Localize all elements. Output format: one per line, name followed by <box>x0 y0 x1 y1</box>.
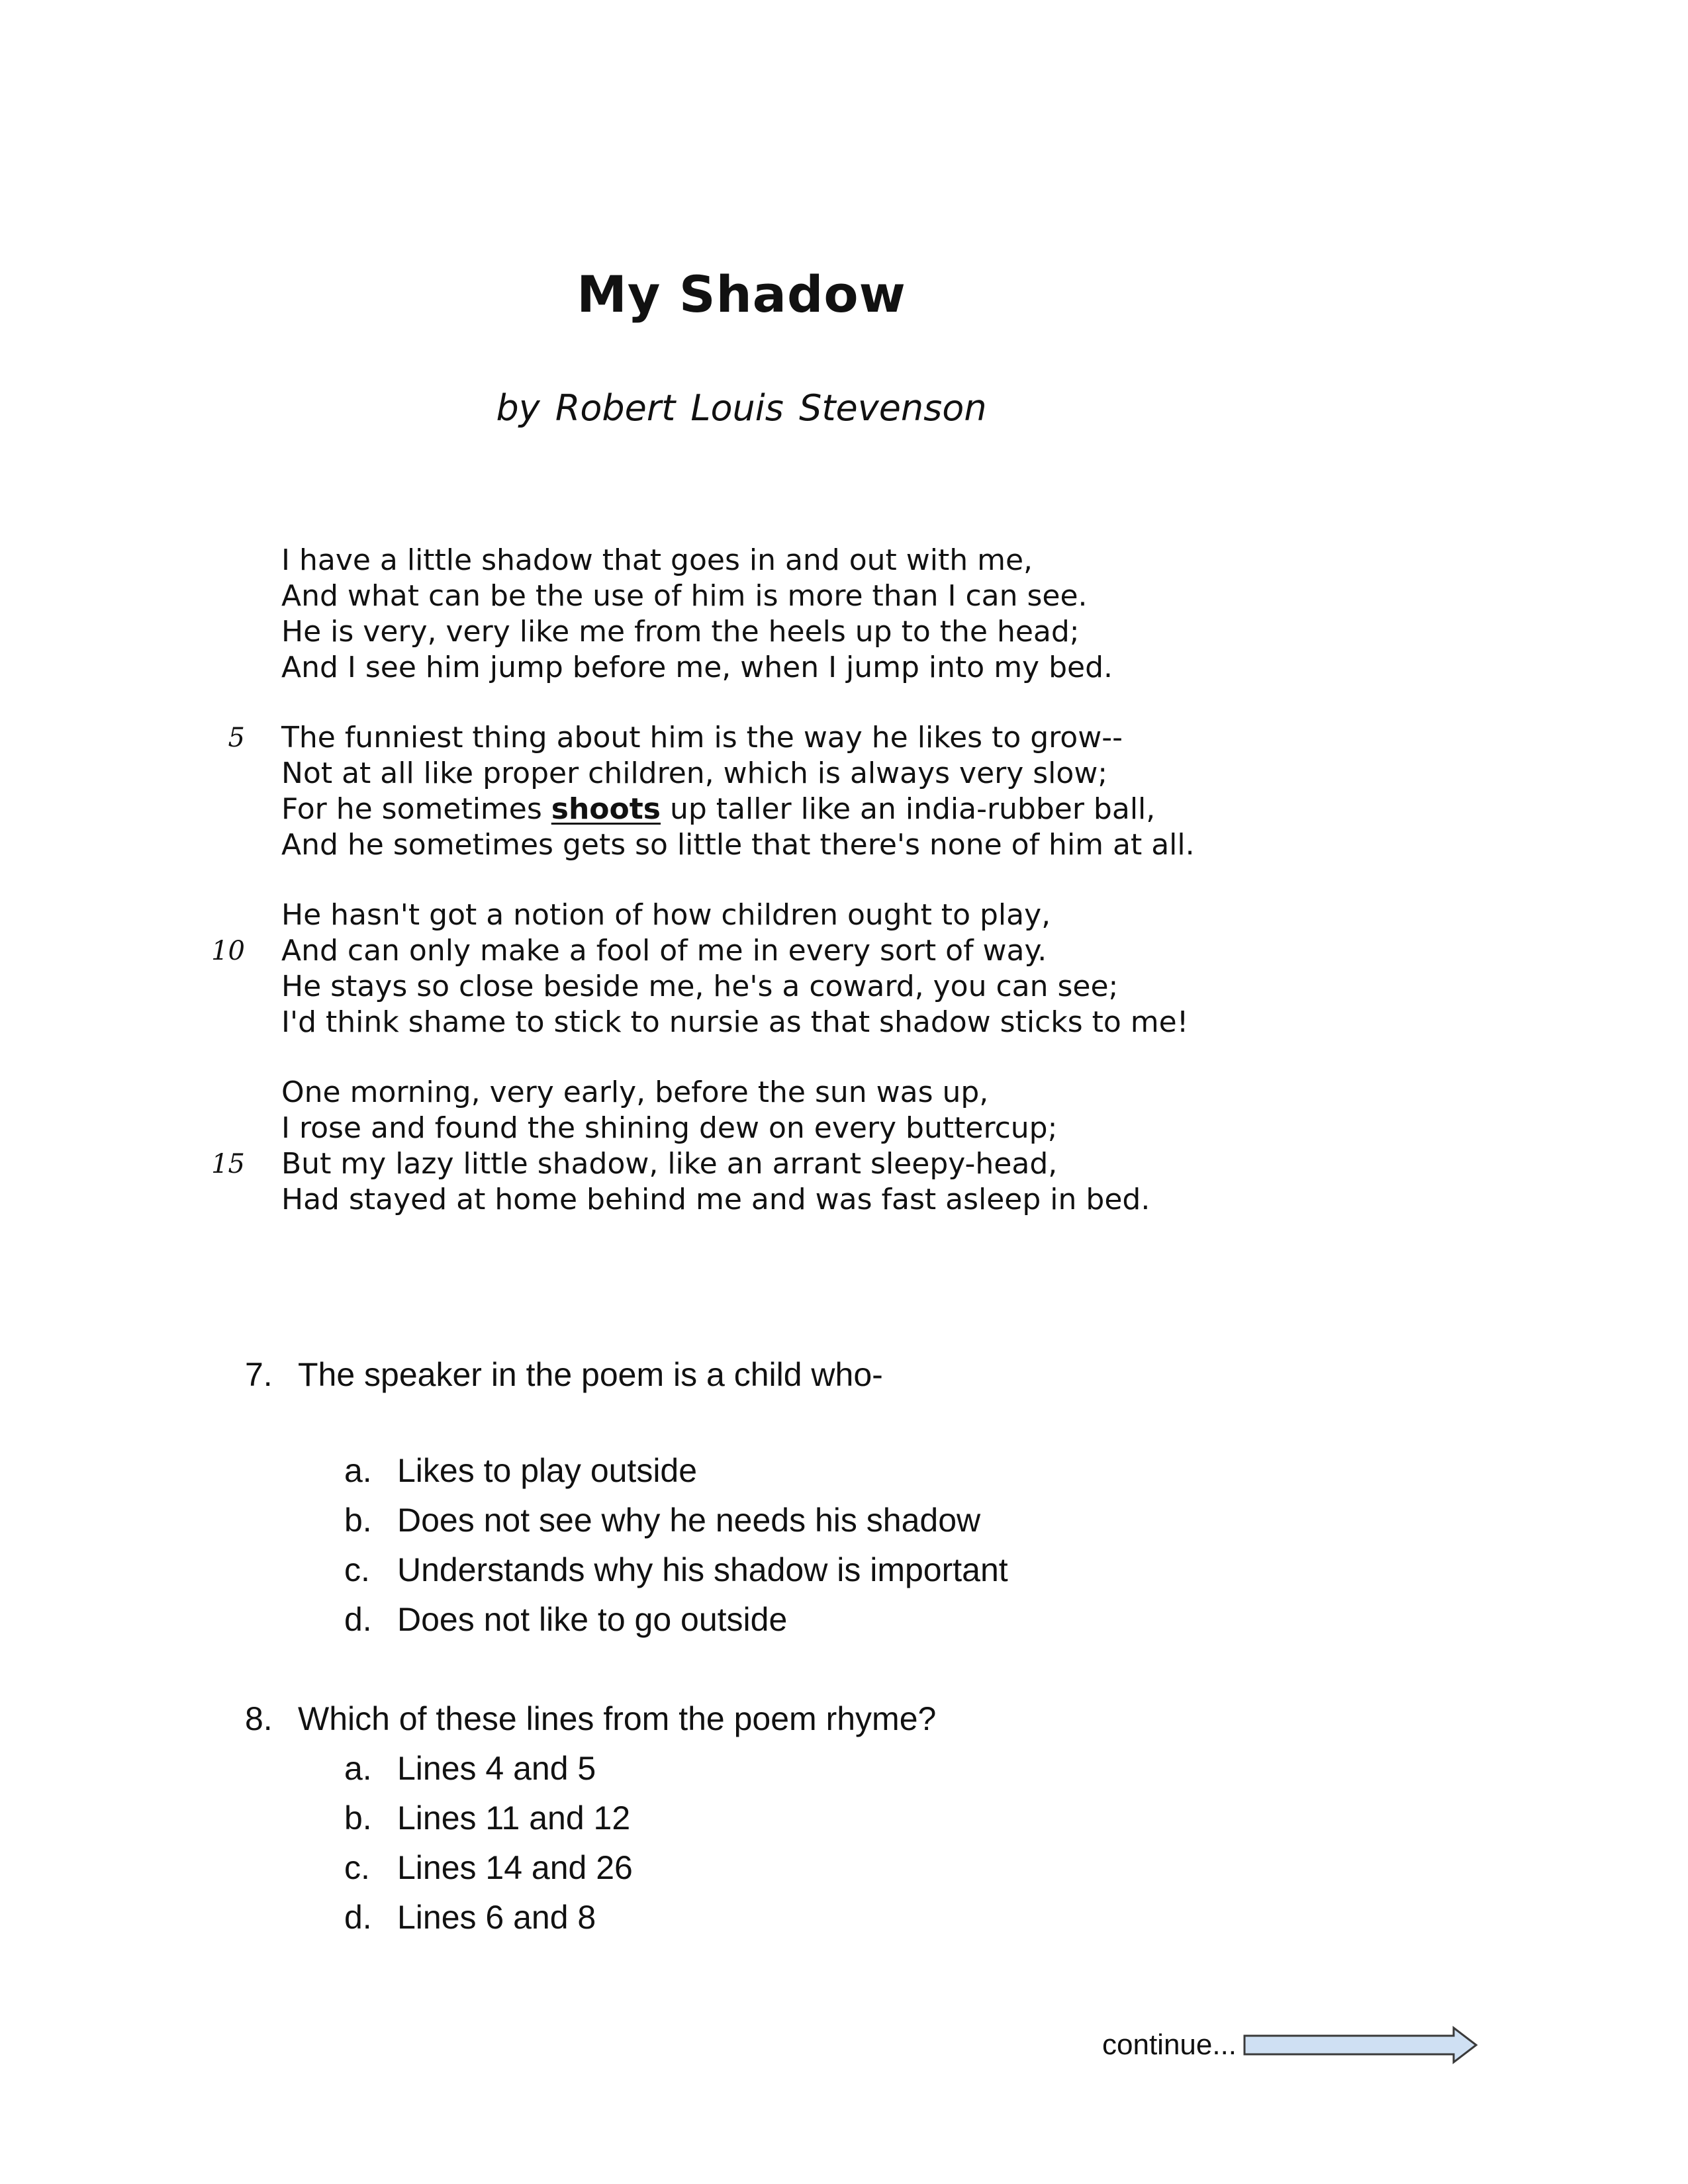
question-number: 7. <box>245 1356 273 1393</box>
option-letter: c. <box>344 1551 370 1588</box>
line-number: 15 <box>211 1149 245 1179</box>
option-letter: d. <box>344 1601 372 1638</box>
stanza-2 <box>199 720 1324 863</box>
question-stem: The speaker in the poem is a child who- <box>298 1356 883 1393</box>
answer-option[interactable] <box>344 1794 1436 1843</box>
poem-line: And he sometimes gets so little that there's none of him at all. <box>281 828 1195 862</box>
poem-line: For he sometimes shoots up taller like an india-rubber ball, <box>281 792 1156 826</box>
option-text: Does not see why he needs his shadow <box>397 1502 981 1539</box>
option-letter: c. <box>344 1849 370 1886</box>
answer-option[interactable] <box>344 1496 1436 1545</box>
option-text: Lines 11 and 12 <box>397 1799 631 1837</box>
option-letter: a. <box>344 1750 372 1787</box>
answer-option[interactable] <box>344 1446 1436 1496</box>
answer-option[interactable] <box>344 1744 1436 1794</box>
question-7 <box>245 1350 1436 1645</box>
answer-option[interactable] <box>344 1893 1436 1942</box>
poem-line: Not at all like proper children, which is always very slow; <box>281 756 1108 790</box>
poem-body <box>199 543 1324 1252</box>
poem-line: And I see him jump before me, when I jump into my bed. <box>281 651 1113 684</box>
option-letter: a. <box>344 1452 372 1489</box>
poem-line: He is very, very like me from the heels up to the head; <box>281 615 1080 649</box>
poem-line: I have a little shadow that goes in and out with me, <box>281 543 1033 577</box>
line-number: 10 <box>211 936 245 966</box>
answer-option[interactable] <box>344 1595 1436 1645</box>
poem-line: Had stayed at home behind me and was fast asleep in bed. <box>281 1183 1150 1216</box>
poem-line: He hasn't got a notion of how children ought to play, <box>281 898 1051 932</box>
option-letter: b. <box>344 1502 372 1539</box>
poem-line: 10 And can only make a fool of me in every sort of way. <box>199 933 1324 969</box>
option-letter: b. <box>344 1799 372 1837</box>
poem-line: And what can be the use of him is more than I can see. <box>281 579 1088 613</box>
option-text: Lines 6 and 8 <box>397 1899 596 1936</box>
poem-author: by Robert Louis Stevenson <box>496 387 987 429</box>
questions-section <box>245 1350 1436 1942</box>
option-text: Does not like to go outside <box>397 1601 788 1638</box>
poem-line: 5 The funniest thing about him is the way he likes to grow-- <box>199 720 1324 756</box>
option-text: Understands why his shadow is important <box>397 1551 1008 1588</box>
stanza-1 <box>199 543 1324 686</box>
question-8 <box>245 1694 1436 1942</box>
option-letter: d. <box>344 1899 372 1936</box>
poem-line: He stays so close beside me, he's a coward, you can see; <box>281 970 1119 1003</box>
poem-title: My Shadow <box>577 265 906 324</box>
question-stem: Which of these lines from the poem rhyme? <box>298 1700 937 1737</box>
poem-line: I'd think shame to stick to nursie as that shadow sticks to me! <box>281 1005 1189 1039</box>
option-text: Lines 14 and 26 <box>397 1849 633 1886</box>
question-number: 8. <box>245 1700 273 1737</box>
option-text: Lines 4 and 5 <box>397 1750 596 1787</box>
right-arrow-icon <box>1242 2025 1480 2065</box>
answer-options <box>245 1446 1436 1645</box>
option-text: Likes to play outside <box>397 1452 698 1489</box>
poem-line: 15 But my lazy little shadow, like an arrant sleepy-head, <box>199 1146 1324 1182</box>
stanza-3 <box>199 897 1324 1040</box>
continue-label: continue... <box>1102 2028 1237 2061</box>
poem-line: I rose and found the shining dew on every buttercup; <box>281 1111 1058 1145</box>
emphasized-word: shoots <box>551 792 661 826</box>
answer-option[interactable] <box>344 1843 1436 1893</box>
poem-line: One morning, very early, before the sun was up, <box>281 1075 989 1109</box>
continue-prompt[interactable] <box>1102 2019 1480 2071</box>
answer-option[interactable] <box>344 1545 1436 1595</box>
line-number: 5 <box>228 723 245 753</box>
answer-options <box>245 1744 1436 1942</box>
stanza-4 <box>199 1075 1324 1218</box>
